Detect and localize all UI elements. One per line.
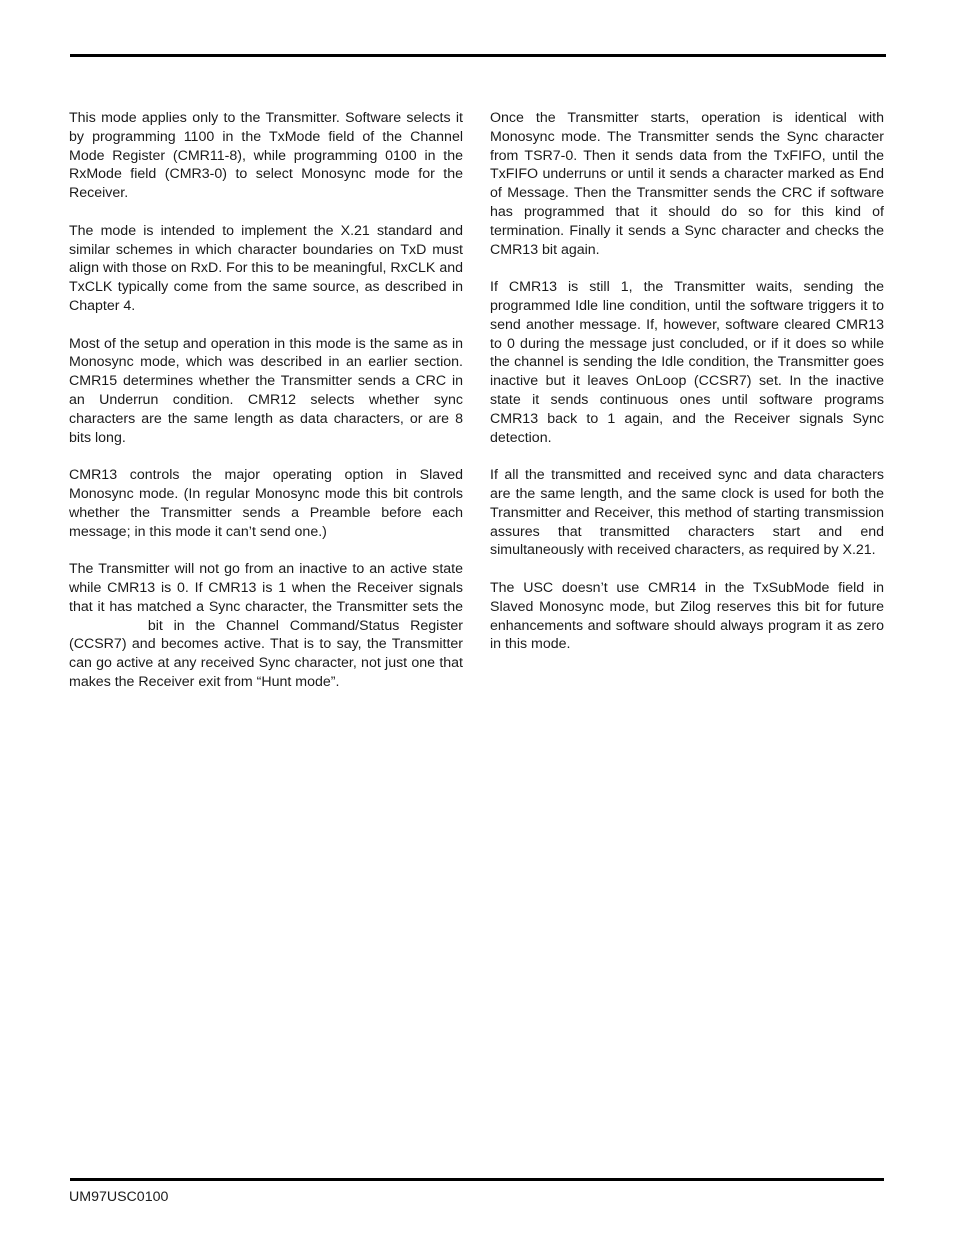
right-column [490,109,884,673]
paragraph: The mode is intended to implement the X.21 standard and similar schemes in which character boundaries on TxD must align with those on RxD. For this to be meaningful, RxCLK and TxCLK typically come from the same source, as described in Chapter 4. [69,222,463,314]
document-id: UM97USC0100 [69,1189,169,1205]
paragraph-text: bit in the Channel Command/Status Register (CCSR7) and becomes active. That is to say, the Transmitter can go active at any received Sync character, not just one that makes the Receiver exit from “Hunt mode”. [69,617,463,690]
header-rule [70,54,886,57]
paragraph: If all the transmitted and received sync and data characters are the same length, and the same clock is used for both the Transmitter and Receiver, this method of starting transmission assures that transmitted characters start and end simultaneously with received characters, as required by X.21. [490,467,884,559]
paragraph-text: The Transmitter will not go from an inactive to an active state while CMR13 is 0. If CMR13 is 1 when the Receiver signals that it has matched a Sync character, the Transmitter sets the [69,561,463,615]
paragraph: If CMR13 is still 1, the Transmitter waits, sending the programmed Idle line condition, until the software triggers it to send another message. If, however, software cleared CMR13 to 0 during the message just concluded, or if it does so while the channel is sending the Idle condition, the Transmitter goes inactive but it leaves OnLoop (CCSR7) set. In the inactive state it sends continuous ones until software programs CMR13 back to 1 again, and the Receiver signals Sync detection. [490,279,884,446]
footer-rule [70,1178,884,1181]
paragraph: Most of the setup and operation in this mode is the same as in Monosync mode, which was described in an earlier section. CMR15 determines whether the Transmitter sends a CRC in an Underrun condition. CMR12 selects whether sync characters are the same length as data characters, or are 8 bits long. [69,335,463,446]
paragraph [69,560,463,692]
paragraph: Once the Transmitter starts, operation is identical with Monosync mode. The Transmitter sends the Sync character from TSR7-0. Then it sends data from the TxFIFO, until the TxFIFO underruns or until it sends a character marked as End of Message. Then the Transmitter sends the CRC if software has programmed that it should do so for this kind of termination. Finally it sends a Sync character and checks the CMR13 bit again. [490,110,884,258]
paragraph: This mode applies only to the Transmitter. Software selects it by programming 1100 in the TxMode field of the Channel Mode Register (CMR11-8), while programming 0100 in the RxMode field (CMR3-0) to select Monosync mode for the Receiver. [69,110,463,202]
left-column [69,109,463,711]
paragraph: The USC doesn’t use CMR14 in the TxSubMode field in Slaved Monosync mode, but Zilog reserves this bit for future enhancements and software should always program it as zero in this mode. [490,579,884,653]
paragraph: CMR13 controls the major operating option in Slaved Monosync mode. (In regular Monosync mode this bit controls whether the Transmitter sends a Preamble before each message; in this mode it can’t send one.) [69,467,463,540]
